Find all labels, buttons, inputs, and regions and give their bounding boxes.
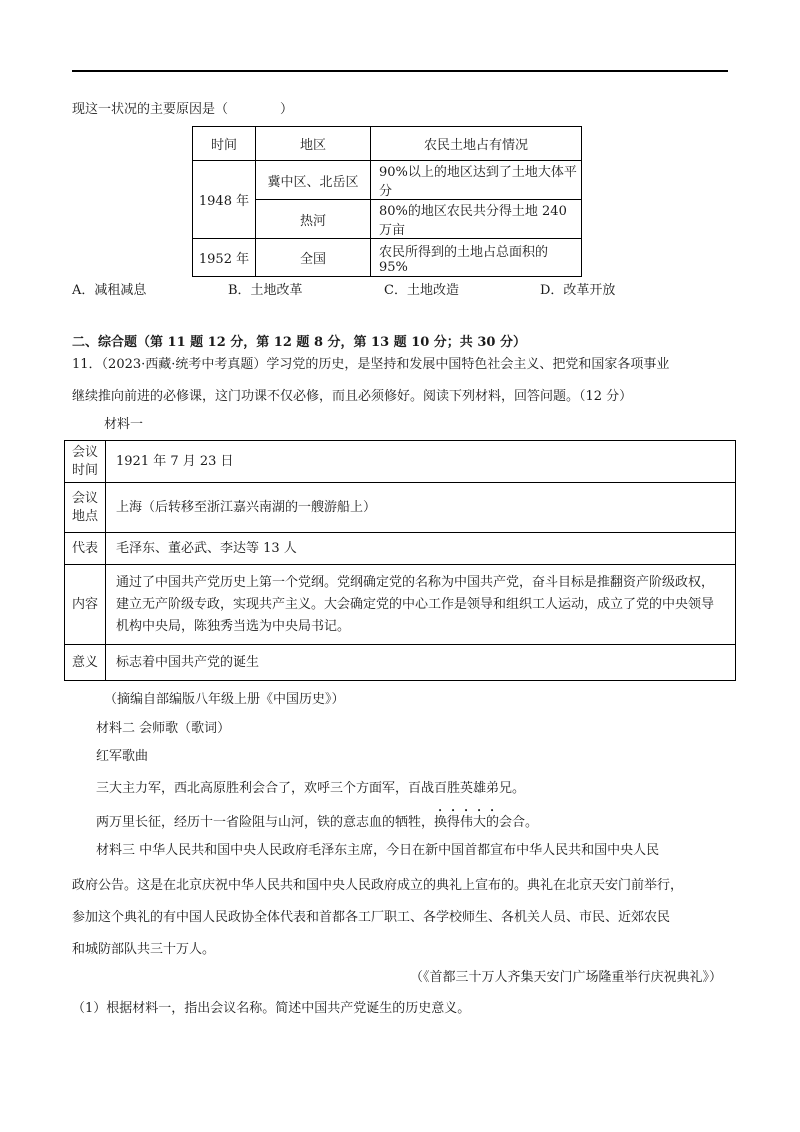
material3-line-2: 政府公告。这是在北京庆祝中华人民共和国中央人民政府成立的典礼上宣布的。典礼在北京天安门前举行， xyxy=(72,878,684,893)
header-region: 地区 xyxy=(256,127,371,161)
cell-detail-3: 农民所得到的土地占总面积的 95% xyxy=(371,239,582,277)
lyrics-line-2 xyxy=(96,807,538,830)
emphasized-text: 换得伟大的 xyxy=(434,815,500,830)
lyrics-line-2-start: 两万里长征，经历十一省险阻与山河，铁的意志血的牺牲， xyxy=(96,815,435,830)
cell-region-national: 全国 xyxy=(256,239,371,277)
answer-options xyxy=(72,279,728,299)
cell-year-1952: 1952 年 xyxy=(193,239,256,277)
cell-region-jizhong: 冀中区、北岳区 xyxy=(256,161,371,200)
cell-detail-1: 90%以上的地区达到了土地大体平分 xyxy=(371,161,582,200)
q11-line-1: 11．（2023·西藏·统考中考真题）学习党的历史，是坚持和发展中国特色社会主义、把党和国家各项事业 xyxy=(72,357,670,372)
cell-detail-2: 80%的地区农民共分得土地 240 万亩 xyxy=(371,200,582,239)
material3-line-4: 和城防部队共三十万人。 xyxy=(72,942,216,957)
lyrics-line-2-end: 会合。 xyxy=(499,815,539,830)
land-ownership-table xyxy=(192,126,582,277)
option-d[interactable]: D．改革开放 xyxy=(540,283,616,298)
header-situation: 农民土地占有情况 xyxy=(371,127,582,161)
material3-line-3: 参加这个典礼的有中国人民政协全体代表和首都各工厂职工、各学校师生、各机关人员、市民、近郊农民 xyxy=(72,910,671,925)
q11-line-2: 继续推向前进的必修课，这门功课不仅必修，而且必须修好。阅读下列材料，回答问题。（12 分） xyxy=(72,389,633,404)
key-significance: 意义 xyxy=(65,645,106,681)
key-meeting-place: 会议地点 xyxy=(65,483,106,533)
key-meeting-time: 会议时间 xyxy=(65,441,106,483)
option-c[interactable]: C．土地改造 xyxy=(384,283,459,298)
section-title: 二、综合题（第 11 题 12 分，第 12 题 8 分，第 13 题 10 分；共 30 分） xyxy=(72,335,526,350)
key-content: 内容 xyxy=(65,565,106,645)
cell-year-1948: 1948 年 xyxy=(193,161,256,239)
value-content: 通过了中国共产党历史上第一个党纲。党纲确定党的名称为中国共产党，奋斗目标是推翻资产阶级政权，建立无产阶级专政，实现共产主义。大会确定党的中心工作是领导和组织工人运动，成立了党的中央领导机构中央局，陈独秀当选为中央局书记。 xyxy=(106,565,736,645)
material3-source: （《首都三十万人齐集天安门广场隆重举行庆祝典礼》） xyxy=(409,970,722,985)
material3-line-1: 材料三 中华人民共和国中央人民政府毛泽东主席，今日在新中国首都宣布中华人民共和国中央人民 xyxy=(96,843,660,858)
header-time: 时间 xyxy=(193,127,256,161)
option-b[interactable]: B．土地改革 xyxy=(228,283,303,298)
question-stem-tail: 现这一状况的主要原因是（ ） xyxy=(72,102,294,117)
material1-table xyxy=(64,440,736,681)
value-meeting-place: 上海（后转移至浙江嘉兴南湖的一艘游船上） xyxy=(106,483,736,533)
value-delegates: 毛泽东、董必武、李达等 13 人 xyxy=(106,533,736,565)
sub-question-1: （1）根据材料一，指出会议名称。简述中国共产党诞生的历史意义。 xyxy=(72,1001,471,1016)
option-a[interactable]: A．减租减息 xyxy=(72,283,147,298)
material1-source: （摘编自部编版八年级上册《中国历史》） xyxy=(104,692,345,707)
value-meeting-time: 1921 年 7 月 23 日 xyxy=(106,441,736,483)
value-significance: 标志着中国共产党的诞生 xyxy=(106,645,736,681)
material2-subtitle: 红军歌曲 xyxy=(96,749,149,764)
material2-label: 材料二 会师歌（歌词） xyxy=(96,721,231,736)
material1-label: 材料一 xyxy=(104,417,144,432)
header-rule xyxy=(72,70,728,72)
key-delegates: 代表 xyxy=(65,533,106,565)
lyrics-line-1: 三大主力军，西北高原胜利会合了，欢呼三个方面军，百战百胜英雄弟兄。 xyxy=(96,781,526,796)
cell-region-rehe: 热河 xyxy=(256,200,371,239)
